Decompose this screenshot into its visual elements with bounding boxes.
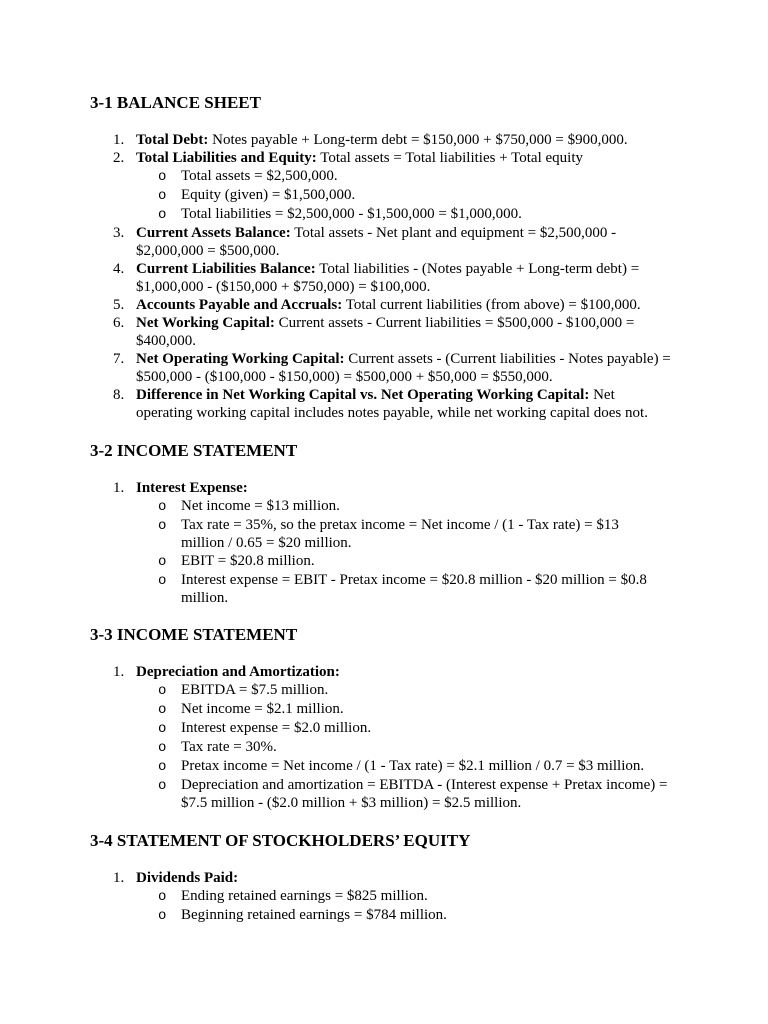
item-label: Current Liabilities Balance: <box>136 261 316 277</box>
bullet-marker: o <box>158 188 167 204</box>
item-text: Total liabilities - (Notes payable + Long-term debt) = $1,000,000 - ($150,000 + $750,000) = $100,000. <box>136 261 640 295</box>
bullet-item <box>136 700 720 719</box>
list-item-body <box>136 479 720 607</box>
item-text: Total assets = Total liabilities + Total equity <box>320 150 583 166</box>
bullet-marker: o <box>158 721 167 737</box>
bullet-item <box>136 906 720 925</box>
list-item-body <box>136 296 720 314</box>
bullet-marker: o <box>158 702 167 718</box>
bullet-marker: o <box>158 778 167 794</box>
bullet-list <box>136 497 720 607</box>
item-text: Total assets - Net plant and equipment = $2,500,000 - $2,000,000 = $500,000. <box>136 225 617 259</box>
bullet-item <box>136 516 720 552</box>
list-number: 1. <box>113 132 125 148</box>
bullet-item <box>136 186 720 205</box>
list-item-body <box>136 149 720 224</box>
numbered-list <box>90 869 720 925</box>
item-line <box>136 350 720 386</box>
list-number: 3. <box>113 225 125 241</box>
list-item <box>90 663 720 812</box>
list-number: 4. <box>113 261 125 277</box>
list-number: 2. <box>113 150 125 166</box>
section-income-statement-3-2 <box>90 441 720 607</box>
item-line <box>136 131 720 149</box>
bullet-item <box>136 757 720 776</box>
bullet-marker: o <box>158 759 167 775</box>
bullet-marker: o <box>158 207 167 223</box>
list-item <box>90 260 720 296</box>
bullet-text: Net income = $2.1 million. <box>181 701 344 717</box>
bullet-list <box>136 681 720 812</box>
bullet-text: Total assets = $2,500,000. <box>181 168 338 184</box>
item-line <box>136 224 720 260</box>
section-income-statement-3-3 <box>90 625 720 812</box>
item-label: Depreciation and Amortization: <box>136 664 340 680</box>
list-item <box>90 314 720 350</box>
bullet-item <box>136 776 720 812</box>
bullet-item <box>136 571 720 607</box>
bullet-marker: o <box>158 517 167 534</box>
list-item <box>90 296 720 314</box>
list-item <box>90 350 720 386</box>
list-item <box>90 131 720 149</box>
item-label: Difference in Net Working Capital vs. Net Operating Working Capital: <box>136 387 590 403</box>
bullet-item <box>136 681 720 700</box>
item-text: Total current liabilities (from above) = $100,000. <box>345 297 641 313</box>
bullet-marker: o <box>158 498 167 515</box>
item-label: Total Debt: <box>136 132 209 148</box>
item-line <box>136 479 720 497</box>
item-line <box>136 386 720 422</box>
item-line <box>136 296 720 314</box>
bullet-text: Tax rate = 35%, so the pretax income = Net income / (1 - Tax rate) = $13 million / 0.65 = $20 million. <box>181 516 619 551</box>
bullet-marker: o <box>158 683 167 699</box>
list-number: 7. <box>113 351 125 367</box>
bullet-item <box>136 887 720 906</box>
list-item-body <box>136 663 720 812</box>
numbered-list <box>90 479 720 607</box>
list-item-body <box>136 131 720 149</box>
list-item-body <box>136 350 720 386</box>
bullet-marker: o <box>158 888 167 905</box>
item-line <box>136 869 720 887</box>
numbered-list <box>90 131 720 422</box>
list-item-body <box>136 314 720 350</box>
item-text: Current assets - (Current liabilities - Notes payable) = $500,000 - ($100,000 - $150,000) = $500,000 + $50,000 = $550,000. <box>136 351 671 385</box>
item-label: Interest Expense: <box>136 479 248 496</box>
bullet-text: Net income = $13 million. <box>181 497 340 514</box>
list-number: 1. <box>113 479 125 496</box>
section-heading: 3-2 INCOME STATEMENT <box>90 440 298 460</box>
bullet-item <box>136 719 720 738</box>
section-balance-sheet <box>90 93 720 422</box>
list-number: 5. <box>113 297 125 313</box>
bullet-item <box>136 167 720 186</box>
bullet-marker: o <box>158 907 167 924</box>
bullet-marker: o <box>158 572 167 589</box>
bullet-text: Total liabilities = $2,500,000 - $1,500,000 = $1,000,000. <box>181 206 522 222</box>
bullet-marker: o <box>158 169 167 185</box>
bullet-text: Depreciation and amortization = EBITDA - (Interest expense + Pretax income) = $7.5 million - ($2.0 million + $3 million) = $2.5 million. <box>181 777 668 811</box>
item-label: Dividends Paid: <box>136 869 239 886</box>
bullet-marker: o <box>158 740 167 756</box>
item-line <box>136 314 720 350</box>
bullet-text: Ending retained earnings = $825 million. <box>181 887 428 904</box>
bullet-text: EBIT = $20.8 million. <box>181 552 315 569</box>
bullet-text: Interest expense = EBIT - Pretax income = $20.8 million - $20 million = $0.8 million. <box>181 571 647 606</box>
item-label: Net Working Capital: <box>136 315 275 331</box>
list-item <box>90 224 720 260</box>
bullet-item <box>136 205 720 224</box>
list-number: 6. <box>113 315 125 331</box>
item-text: Net operating working capital includes notes payable, while net working capital does not. <box>136 387 648 421</box>
list-item <box>90 869 720 925</box>
item-line <box>136 260 720 296</box>
item-line <box>136 663 720 681</box>
list-item-body <box>136 224 720 260</box>
item-label: Net Operating Working Capital: <box>136 351 345 367</box>
list-item <box>90 386 720 422</box>
bullet-list <box>136 887 720 925</box>
bullet-item <box>136 497 720 516</box>
list-number: 8. <box>113 387 125 403</box>
bullet-marker: o <box>158 553 167 570</box>
item-label: Current Assets Balance: <box>136 225 291 241</box>
numbered-list <box>90 663 720 812</box>
bullet-item <box>136 738 720 757</box>
list-item-body <box>136 386 720 422</box>
item-line <box>136 149 720 167</box>
list-number: 1. <box>113 869 125 886</box>
bullet-list <box>136 167 720 224</box>
bullet-text: Tax rate = 30%. <box>181 739 277 755</box>
section-heading: 3-1 BALANCE SHEET <box>90 93 261 112</box>
bullet-text: Beginning retained earnings = $784 million. <box>181 906 447 923</box>
section-heading: 3-4 STATEMENT OF STOCKHOLDERS’ EQUITY <box>90 830 471 850</box>
list-item <box>90 149 720 224</box>
item-label: Total Liabilities and Equity: <box>136 150 317 166</box>
list-item-body <box>136 260 720 296</box>
section-heading: 3-3 INCOME STATEMENT <box>90 625 298 644</box>
bullet-text: Interest expense = $2.0 million. <box>181 720 372 736</box>
list-item-body <box>136 869 720 925</box>
item-label: Accounts Payable and Accruals: <box>136 297 343 313</box>
bullet-text: EBITDA = $7.5 million. <box>181 682 329 698</box>
bullet-text: Equity (given) = $1,500,000. <box>181 187 356 203</box>
item-text: Current assets - Current liabilities = $500,000 - $100,000 = $400,000. <box>136 315 635 349</box>
bullet-text: Pretax income = Net income / (1 - Tax rate) = $2.1 million / 0.7 = $3 million. <box>181 758 645 774</box>
list-number: 1. <box>113 664 125 680</box>
item-text: Notes payable + Long-term debt = $150,000 + $750,000 = $900,000. <box>212 132 628 148</box>
bullet-item <box>136 552 720 571</box>
list-item <box>90 479 720 607</box>
section-stockholders-equity <box>90 831 720 925</box>
